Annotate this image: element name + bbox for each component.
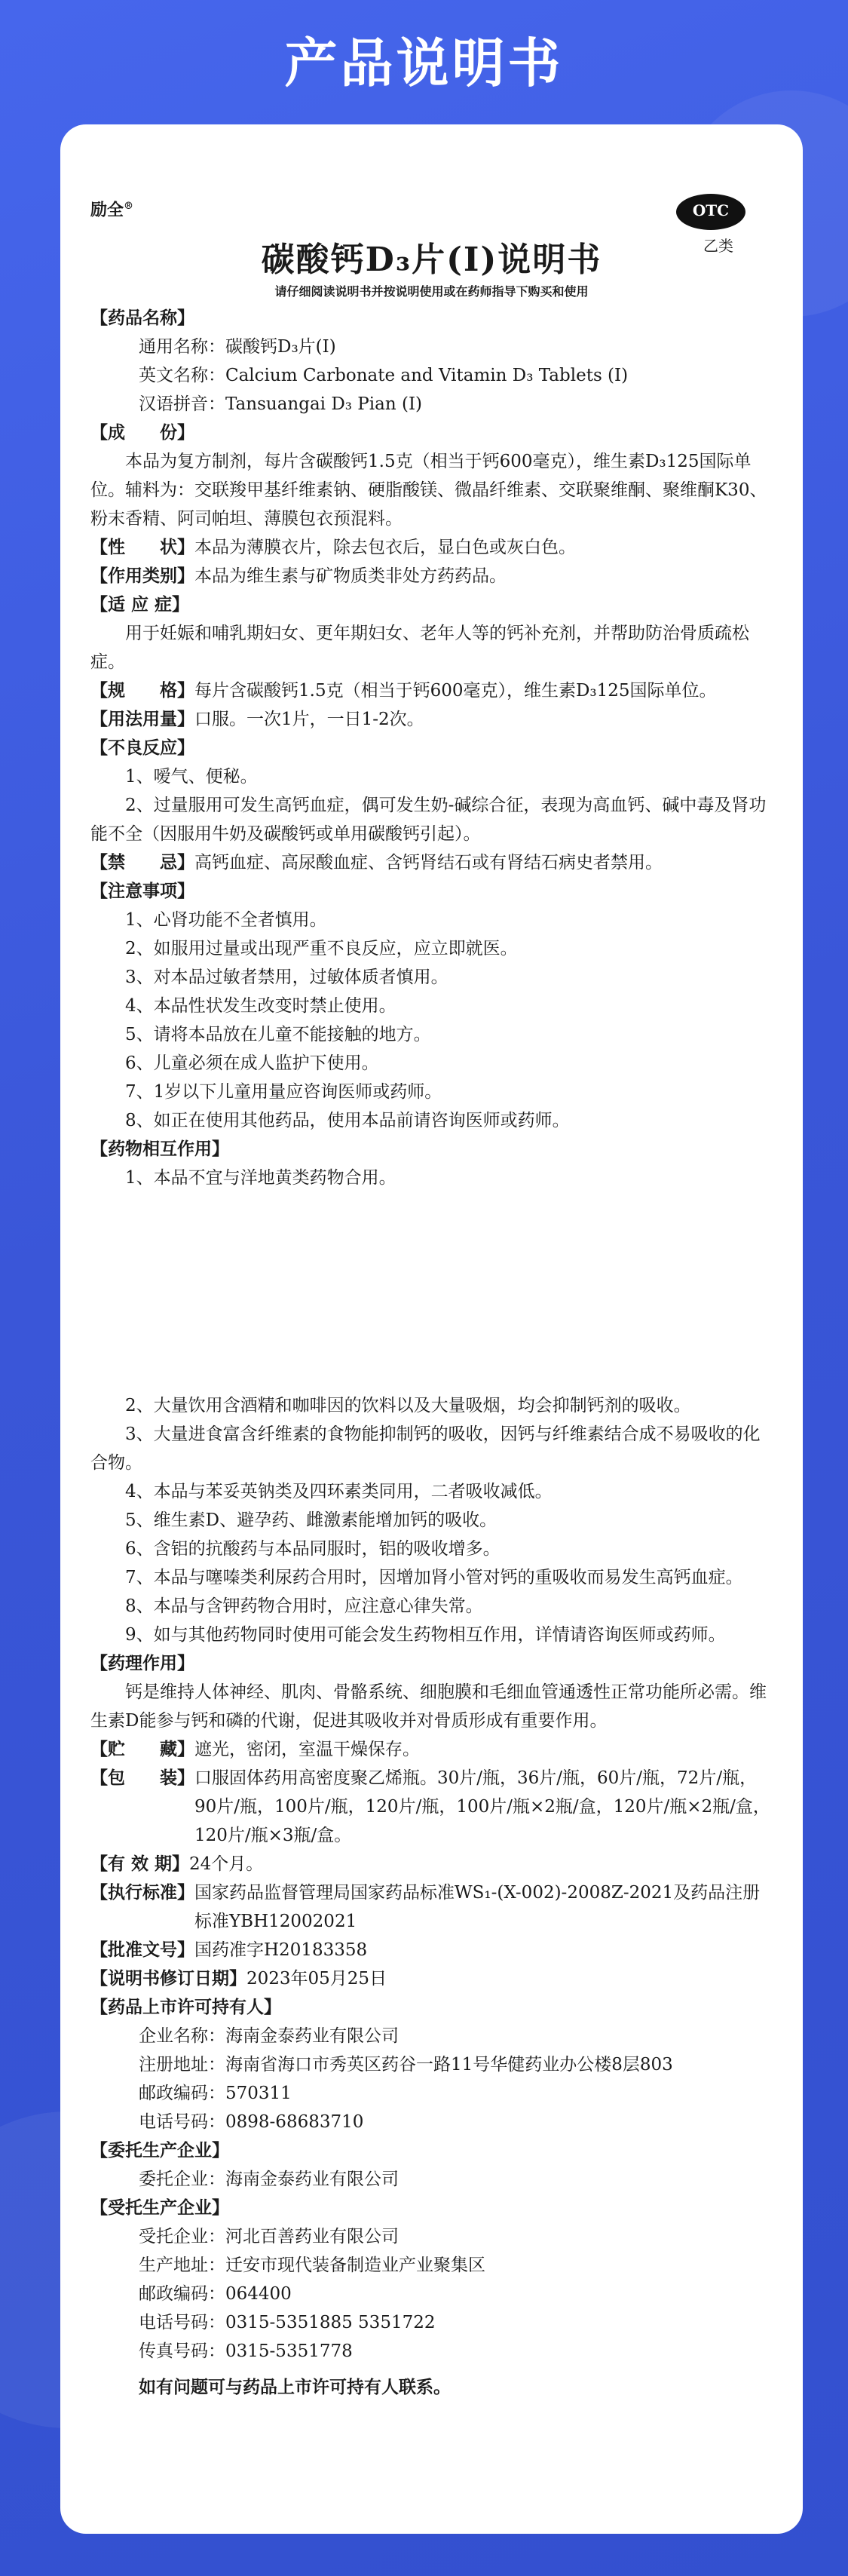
holder-phone: 电话号码：0898-68683710: [139, 2112, 364, 2132]
standard-section: 【执行标准】 国家药品监督管理局国家药品标准WS₁-(X-002)-2008Z-2021及药品注册标准YBH12002021: [90, 1882, 761, 1931]
section-heading: 【药品上市许可持有人】: [90, 1997, 281, 2017]
leaflet-section-group-1: [90, 304, 773, 1192]
category-section: 【作用类别】 本品为维生素与矿物质类非处方药药品。: [90, 566, 507, 586]
storage-section: 【贮 藏】 遮光，密闭，室温干燥保存。: [90, 1739, 420, 1759]
leaflet-card: [60, 124, 803, 2534]
section-heading: 【成 份】: [90, 422, 194, 443]
section-heading: 【受托生产企业】: [90, 2197, 229, 2218]
revision-section: 【说明书修订日期】 2023年05月25日: [90, 1968, 387, 1989]
indication-text: 用于妊娠和哺乳期妇女、更年期妇女、老年人等的钙补充剂，并帮助防治骨质疏松症。: [90, 624, 749, 672]
list-item: 2、如服用过量或出现严重不良反应，应立即就医。: [125, 939, 518, 958]
list-item: 6、含铝的抗酸药与本品同服时，铝的吸收增多。: [125, 1539, 501, 1559]
package-section: 【包 装】 口服固体药用高密度聚乙烯瓶。30片/瓶，36片/瓶，60片/瓶，72片/瓶，90片/瓶，100片/瓶，120片/瓶，100片/瓶×2瓶/盒，120片/瓶×2瓶/盒，120片/瓶×3瓶/盒。: [90, 1768, 770, 1845]
list-item: 4、本品性状发生改变时禁止使用。: [125, 996, 396, 1016]
list-item: 6、儿童必须在成人监护下使用。: [125, 1053, 379, 1073]
list-item: 4、本品与苯妥英钠类及四环素类同用，二者吸收减低。: [125, 1482, 553, 1501]
list-item: 3、大量进食富含纤维素的食物能抑制钙的吸收，因钙与纤维素结合成不易吸收的化合物。: [90, 1424, 761, 1473]
page-title: 产品说明书: [284, 32, 564, 94]
leaflet-section-group-2: [90, 1391, 773, 2402]
otc-class-label: 乙类: [703, 237, 733, 255]
holder-postcode: 邮政编码：570311: [139, 2084, 292, 2103]
approval-section: 【批准文号】 国药准字H20183358: [90, 1940, 368, 1960]
section-heading: 【不良反应】: [90, 738, 194, 758]
leaflet-document: [90, 155, 773, 2515]
list-item: 1、嗳气、便秘。: [125, 767, 258, 787]
section-heading: 【委托生产企业】: [90, 2140, 229, 2160]
leaflet-title: 碳酸钙D₃片(Ⅰ)说明书: [261, 241, 602, 279]
validity-section: 【有 效 期】 24个月。: [90, 1854, 264, 1874]
section-heading: 【药品名称】: [90, 308, 194, 328]
spec-section: 【规 格】 每片含碳酸钙1.5克（相当于钙600毫克），维生素D₃125国际单位。: [90, 680, 717, 701]
leaflet-subtitle: 请仔细阅读说明书并按说明使用或在药师指导下购买和使用: [274, 284, 589, 299]
entrusting-company: 委托企业：海南金泰药业有限公司: [139, 2170, 399, 2189]
list-item: 9、如与其他药物同时使用可能会发生药物相互作用，详情请咨询医师或药师。: [125, 1625, 726, 1645]
contact-note: 如有问题可与药品上市许可持有人联系。: [139, 2377, 451, 2397]
manufacturer-address: 生产地址：迁安市现代装备制造业产业聚集区: [139, 2256, 485, 2275]
section-heading: 【药理作用】: [90, 1653, 194, 1673]
otc-badge: OTC: [676, 194, 745, 230]
list-item: 1、心肾功能不全者慎用。: [125, 910, 327, 930]
list-item: 2、大量饮用含酒精和咖啡因的饮料以及大量吸烟，均会抑制钙剂的吸收。: [125, 1396, 691, 1415]
list-item: 5、请将本品放在儿童不能接触的地方。: [125, 1025, 431, 1044]
list-item: 8、如正在使用其他药品，使用本品前请咨询医师或药师。: [125, 1111, 570, 1130]
character-section: 【性 状】 本品为薄膜衣片，除去包衣后，显白色或灰白色。: [90, 537, 576, 557]
list-item: 7、1岁以下儿童用量应咨询医师或药师。: [125, 1082, 442, 1102]
list-item: 8、本品与含钾药物合用时，应注意心律失常。: [125, 1596, 483, 1616]
dosage-section: 【用法用量】 口服。一次1片，一日1-2次。: [90, 709, 424, 729]
section-heading: 【药物相互作用】: [90, 1139, 229, 1159]
holder-company: 企业名称：海南金泰药业有限公司: [139, 2026, 399, 2046]
list-item: 3、对本品过敏者禁用，过敏体质者慎用。: [125, 968, 448, 987]
section-heading: 【注意事项】: [90, 881, 194, 901]
english-name: 英文名称：Calcium Carbonate and Vitamin D₃ Tablets (Ⅰ): [139, 366, 629, 385]
list-item: 2、过量服用可发生高钙血症，偶可发生奶-碱综合征，表现为高血钙、碱中毒及肾功能不全（因服用牛奶及碳酸钙或单用碳酸钙引起）。: [90, 796, 767, 844]
common-name: 通用名称：碳酸钙D₃片(Ⅰ): [139, 337, 336, 357]
holder-address: 注册地址：海南省海口市秀英区药谷一路11号华健药业办公楼8层803: [139, 2055, 673, 2075]
brand-logo: 励全®: [90, 200, 134, 220]
manufacturer-company: 受托企业：河北百善药业有限公司: [139, 2227, 399, 2246]
pinyin-name: 汉语拼音：Tansuangai D₃ Pian (Ⅰ): [139, 394, 422, 414]
section-heading: 【适 应 症】: [90, 594, 190, 615]
list-item: 1、本品不宜与洋地黄类药物合用。: [125, 1168, 396, 1188]
manufacturer-phone: 电话号码：0315-5351885 5351722: [139, 2313, 436, 2332]
list-item: 5、维生素D、避孕药、雌激素能增加钙的吸收。: [125, 1510, 497, 1530]
manufacturer-postcode: 邮政编码：064400: [139, 2284, 292, 2304]
composition-text: 本品为复方制剂，每片含碳酸钙1.5克（相当于钙600毫克），维生素D₃125国际单位。辅料为：交联羧甲基纤维素钠、硬脂酸镁、微晶纤维素、交联聚维酮、聚维酮K30、粉末香精、阿司帕坦、薄膜包衣预混料。: [90, 452, 767, 529]
list-item: 7、本品与噻嗪类利尿药合用时，因增加肾小管对钙的重吸收而易发生高钙血症。: [125, 1568, 743, 1587]
contraindication-section: 【禁 忌】 高钙血症、高尿酸血症、含钙肾结石或有肾结石病史者禁用。: [90, 852, 663, 872]
manufacturer-fax: 传真号码：0315-5351778: [139, 2341, 353, 2361]
pharmacology-text: 钙是维持人体神经、肌肉、骨骼系统、细胞膜和毛细血管通透性正常功能所必需。维生素D能参与钙和磷的代谢，促进其吸收并对骨质形成有重要作用。: [90, 1682, 767, 1731]
